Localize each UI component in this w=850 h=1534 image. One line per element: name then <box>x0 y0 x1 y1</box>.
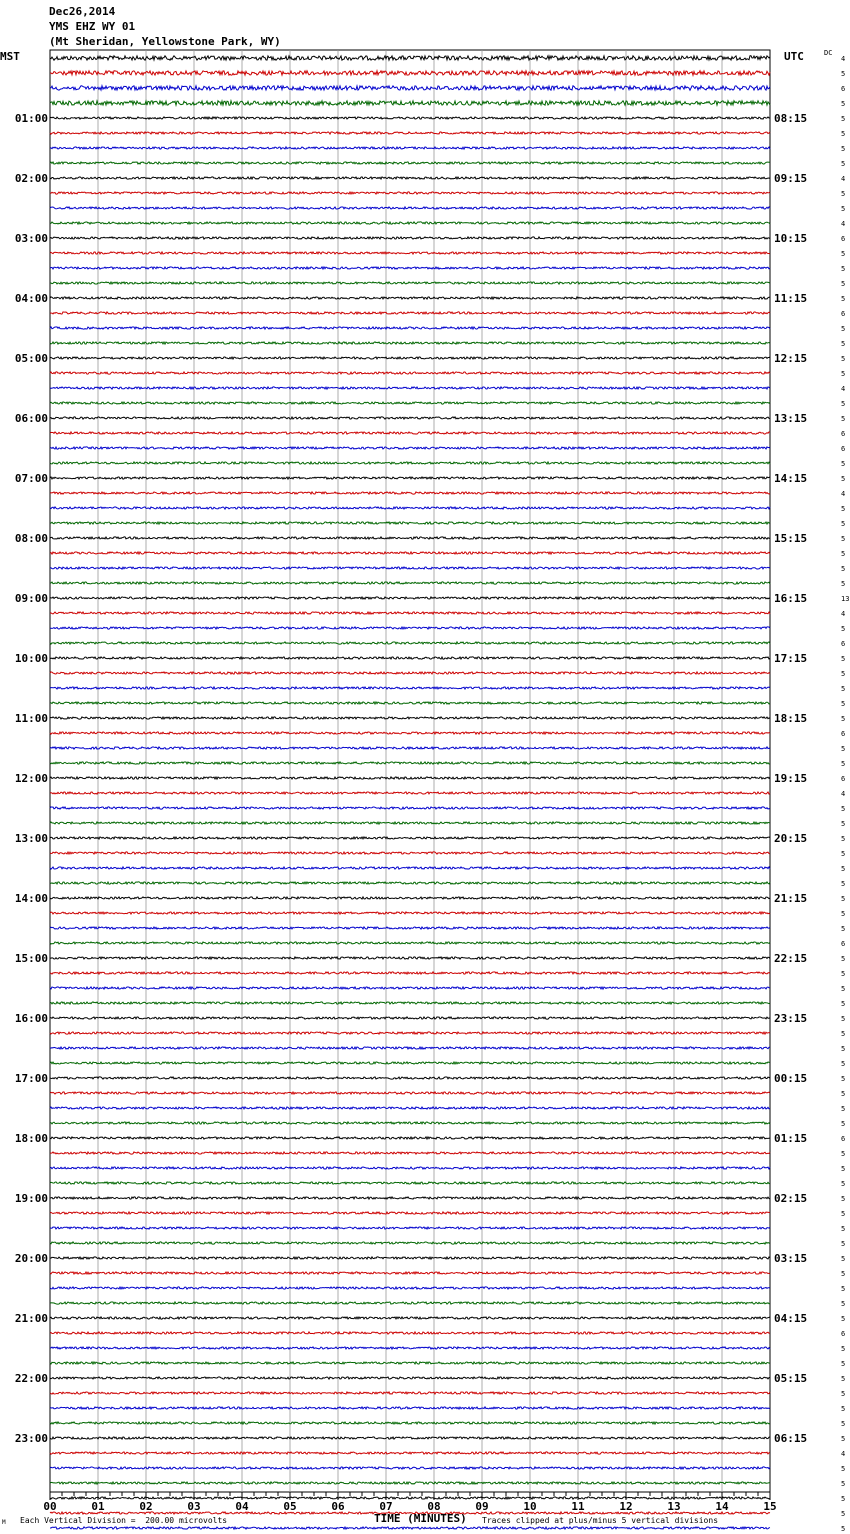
right-hour-label: 12:15 <box>774 352 808 365</box>
left-hour-label: 13:00 <box>14 832 48 845</box>
station-location: (Mt Sheridan, Yellowstone Park, WY) <box>49 35 281 48</box>
seismic-trace <box>50 357 770 359</box>
seismic-trace <box>50 1377 770 1379</box>
left-hour-label: 12:00 <box>14 772 48 785</box>
dc-offset-value: 4 <box>841 1450 846 1458</box>
seismic-trace <box>50 1107 770 1109</box>
left-hour-label: 01:00 <box>14 112 48 125</box>
dc-offset-value: 6 <box>841 310 846 318</box>
dc-offset-value: 5 <box>841 295 846 303</box>
seismic-trace <box>50 537 770 539</box>
seismic-trace <box>50 267 770 269</box>
dc-offset-value: 13 <box>841 595 850 603</box>
seismic-trace <box>50 1242 770 1244</box>
dc-offset-value: 5 <box>841 700 846 708</box>
dc-offset-value: 6 <box>841 85 846 93</box>
dc-offset-value: 5 <box>841 520 846 528</box>
dc-offset-value: 5 <box>841 1525 846 1533</box>
seismic-trace <box>50 1167 770 1169</box>
seismic-trace <box>50 942 770 944</box>
left-hour-label: 20:00 <box>14 1252 48 1265</box>
seismic-trace <box>50 1437 770 1439</box>
x-tick-label: 05 <box>283 1500 297 1513</box>
dc-offset-value: 4 <box>841 490 846 498</box>
dc-offset-value: 5 <box>841 625 846 633</box>
seismic-trace <box>50 147 770 149</box>
seismic-trace <box>50 447 770 449</box>
seismic-trace <box>50 432 770 434</box>
dc-offset-value: 6 <box>841 940 846 948</box>
seismic-trace <box>50 132 770 134</box>
dc-offset-value: 6 <box>841 775 846 783</box>
dc-offset-value: 5 <box>841 1090 846 1098</box>
seismic-trace <box>50 792 770 794</box>
seismic-trace <box>50 657 770 659</box>
seismic-trace <box>50 822 770 824</box>
dc-offset-value: 6 <box>841 730 846 738</box>
seismic-trace <box>50 477 770 479</box>
seismic-trace <box>50 71 770 75</box>
left-timezone-label: MST <box>0 50 20 63</box>
seismic-trace <box>50 1062 770 1064</box>
x-tick-label: 09 <box>475 1500 489 1513</box>
seismic-trace <box>50 492 770 494</box>
seismic-trace <box>50 117 770 119</box>
left-hour-label: 16:00 <box>14 1012 48 1025</box>
dc-offset-value: 5 <box>841 400 846 408</box>
dc-offset-value: 5 <box>841 70 846 78</box>
seismic-trace <box>50 1497 770 1499</box>
dc-offset-value: 5 <box>841 1000 846 1008</box>
left-hour-label: 15:00 <box>14 952 48 965</box>
seismic-trace <box>50 777 770 779</box>
left-hour-label: 17:00 <box>14 1072 48 1085</box>
seismic-trace <box>50 702 770 704</box>
dc-offset-value: 5 <box>841 820 846 828</box>
seismic-trace <box>50 1482 770 1484</box>
right-hour-label: 10:15 <box>774 232 808 245</box>
dc-offset-value: 5 <box>841 1030 846 1038</box>
seismic-trace <box>50 837 770 839</box>
left-hour-label: 08:00 <box>14 532 48 545</box>
dc-offset-value: 5 <box>841 580 846 588</box>
seismic-trace <box>50 86 770 90</box>
seismic-trace <box>50 1197 770 1199</box>
dc-offset-value: 5 <box>841 1165 846 1173</box>
seismic-trace <box>50 582 770 584</box>
left-hour-label: 04:00 <box>14 292 48 305</box>
right-hour-label: 02:15 <box>774 1192 808 1205</box>
dc-offset-value: 5 <box>841 265 846 273</box>
seismic-trace <box>50 1182 770 1184</box>
dc-offset-value: 5 <box>841 1225 846 1233</box>
dc-offset-value: 5 <box>841 1120 846 1128</box>
seismic-trace <box>50 1122 770 1124</box>
x-tick-label: 10 <box>523 1500 537 1513</box>
dc-offset-value: 5 <box>841 670 846 678</box>
dc-offset-value: 5 <box>841 1405 846 1413</box>
dc-offset-value: 4 <box>841 55 846 63</box>
dc-offset-value: 5 <box>841 910 846 918</box>
right-hour-label: 05:15 <box>774 1372 808 1385</box>
seismic-trace <box>50 1332 770 1334</box>
dc-offset-value: 5 <box>841 1240 846 1248</box>
dc-offset-value: 5 <box>841 970 846 978</box>
seismic-trace <box>50 1077 770 1079</box>
dc-offset-value: 5 <box>841 1435 846 1443</box>
dc-offset-value: 5 <box>841 1390 846 1398</box>
seismic-trace <box>50 327 770 329</box>
right-hour-label: 11:15 <box>774 292 808 305</box>
seismic-trace <box>50 1047 770 1049</box>
seismic-trace <box>50 222 770 224</box>
right-hour-label: 08:15 <box>774 112 808 125</box>
right-hour-label: 16:15 <box>774 592 808 605</box>
dc-offset-value: 4 <box>841 220 846 228</box>
x-tick-label: 04 <box>235 1500 249 1513</box>
seismic-trace <box>50 552 770 554</box>
seismic-trace <box>50 867 770 869</box>
dc-offset-value: 5 <box>841 550 846 558</box>
dc-offset-value: 5 <box>841 1060 846 1068</box>
left-hour-label: 11:00 <box>14 712 48 725</box>
dc-offset-value: 5 <box>841 1075 846 1083</box>
x-tick-label: 03 <box>187 1500 201 1513</box>
seismic-trace <box>50 672 770 674</box>
dc-offset-value: 5 <box>841 205 846 213</box>
seismic-trace <box>50 642 770 644</box>
seismic-trace <box>50 897 770 899</box>
left-hour-label: 09:00 <box>14 592 48 605</box>
left-hour-label: 23:00 <box>14 1432 48 1445</box>
dc-offset-value: 5 <box>841 535 846 543</box>
plot-frame <box>50 50 770 1492</box>
seismic-trace <box>50 1152 770 1154</box>
right-hour-label: 17:15 <box>774 652 808 665</box>
dc-offset-value: 5 <box>841 250 846 258</box>
x-tick-label: 00 <box>43 1500 57 1513</box>
left-hour-label: 02:00 <box>14 172 48 185</box>
dc-offset-value: 5 <box>841 895 846 903</box>
dc-offset-value: 6 <box>841 430 846 438</box>
seismic-trace <box>50 252 770 254</box>
left-hour-label: 07:00 <box>14 472 48 485</box>
left-hour-label: 19:00 <box>14 1192 48 1205</box>
dc-offset-value: 5 <box>841 1150 846 1158</box>
dc-offset-value: 6 <box>841 640 846 648</box>
dc-offset-value: 5 <box>841 1045 846 1053</box>
seismic-trace <box>50 237 770 239</box>
seismic-trace <box>50 1422 770 1424</box>
seismic-trace <box>50 1212 770 1214</box>
dc-offset-value: 5 <box>841 160 846 168</box>
seismic-trace <box>50 1272 770 1274</box>
dc-offset-value: 5 <box>841 1315 846 1323</box>
dc-offset-value: 5 <box>841 1420 846 1428</box>
seismic-trace <box>50 312 770 314</box>
seismic-trace <box>50 1452 770 1454</box>
seismic-trace <box>50 417 770 419</box>
dc-offset-value: 6 <box>841 1330 846 1338</box>
dc-offset-value: 5 <box>841 715 846 723</box>
dc-offset-value: 6 <box>841 1135 846 1143</box>
x-tick-label: 06 <box>331 1500 345 1513</box>
x-tick-label: 14 <box>715 1500 729 1513</box>
dc-offset-value: 5 <box>841 1270 846 1278</box>
dc-offset-value: 4 <box>841 610 846 618</box>
seismic-trace <box>50 972 770 974</box>
x-tick-label: 12 <box>619 1500 633 1513</box>
seismic-trace <box>50 282 770 284</box>
seismic-trace <box>50 1302 770 1304</box>
seismic-trace <box>50 927 770 929</box>
dc-offset-value: 5 <box>841 1360 846 1368</box>
seismic-trace <box>50 1317 770 1319</box>
seismic-trace <box>50 56 770 60</box>
seismic-trace <box>50 1227 770 1229</box>
right-hour-label: 13:15 <box>774 412 808 425</box>
dc-offset-value: 5 <box>841 835 846 843</box>
dc-offset-value: 5 <box>841 1300 846 1308</box>
seismic-trace <box>50 1287 770 1289</box>
dc-offset-value: 5 <box>841 415 846 423</box>
x-tick-label: 01 <box>91 1500 105 1513</box>
dc-offset-value: 4 <box>841 175 846 183</box>
seismic-trace <box>50 1407 770 1409</box>
dc-offset-value: 5 <box>841 1495 846 1503</box>
seismic-trace <box>50 177 770 179</box>
dc-offset-value: 5 <box>841 370 846 378</box>
seismic-trace <box>50 957 770 959</box>
seismic-trace <box>50 1467 770 1469</box>
x-axis-title: TIME (MINUTES) <box>374 1512 467 1525</box>
seismic-trace <box>50 612 770 614</box>
seismic-trace <box>50 1092 770 1094</box>
seismic-trace <box>50 522 770 524</box>
dc-offset-value: 5 <box>841 745 846 753</box>
seismic-trace <box>50 747 770 749</box>
seismic-trace <box>50 882 770 884</box>
corner-mark: M <box>2 1519 6 1526</box>
dc-offset-value: 5 <box>841 805 846 813</box>
dc-offset-value: 5 <box>841 865 846 873</box>
dc-offset-value: 4 <box>841 385 846 393</box>
seismic-trace <box>50 852 770 854</box>
dc-offset-value: 5 <box>841 1465 846 1473</box>
seismic-trace <box>50 297 770 299</box>
dc-offset-value: 5 <box>841 985 846 993</box>
right-hour-label: 23:15 <box>774 1012 808 1025</box>
seismic-trace <box>50 402 770 404</box>
dc-offset-value: 5 <box>841 685 846 693</box>
x-tick-label: 07 <box>379 1500 393 1513</box>
right-hour-label: 18:15 <box>774 712 808 725</box>
x-tick-label: 02 <box>139 1500 153 1513</box>
seismic-trace <box>50 912 770 914</box>
dc-offset-value: 5 <box>841 1345 846 1353</box>
seismic-trace <box>50 507 770 509</box>
right-hour-label: 09:15 <box>774 172 808 185</box>
seismic-trace <box>50 342 770 344</box>
seismic-trace <box>50 567 770 569</box>
dc-offset-value: 5 <box>841 880 846 888</box>
seismic-trace <box>50 762 770 764</box>
left-hour-label: 10:00 <box>14 652 48 665</box>
dc-offset-value: 5 <box>841 1510 846 1518</box>
seismic-trace <box>50 597 770 599</box>
seismic-trace <box>50 987 770 989</box>
dc-offset-value: 5 <box>841 1180 846 1188</box>
right-hour-label: 22:15 <box>774 952 808 965</box>
dc-offset-value: 5 <box>841 955 846 963</box>
seismic-trace <box>50 687 770 689</box>
seismic-trace <box>50 462 770 464</box>
dc-offset-value: 5 <box>841 565 846 573</box>
x-tick-label: 08 <box>427 1500 441 1513</box>
dc-offset-value: 5 <box>841 460 846 468</box>
dc-offset-header: DC <box>824 49 833 57</box>
seismic-trace <box>50 1527 770 1529</box>
right-hour-label: 21:15 <box>774 892 808 905</box>
left-hour-label: 21:00 <box>14 1312 48 1325</box>
dc-offset-value: 6 <box>841 235 846 243</box>
dc-offset-value: 5 <box>841 655 846 663</box>
seismic-trace <box>50 372 770 374</box>
station-code: YMS EHZ WY 01 <box>49 20 136 33</box>
left-hour-label: 22:00 <box>14 1372 48 1385</box>
dc-offset-value: 5 <box>841 1195 846 1203</box>
dc-offset-value: 5 <box>841 340 846 348</box>
seismic-trace <box>50 1347 770 1349</box>
right-hour-label: 19:15 <box>774 772 808 785</box>
right-hour-label: 04:15 <box>774 1312 808 1325</box>
vertical-scale-note: Each Vertical Division = 200.00 microvolts <box>20 1516 228 1525</box>
left-hour-label: 05:00 <box>14 352 48 365</box>
dc-offset-value: 5 <box>841 355 846 363</box>
x-tick-label: 15 <box>763 1500 777 1513</box>
dc-offset-value: 5 <box>841 925 846 933</box>
dc-offset-value: 5 <box>841 1255 846 1263</box>
right-hour-label: 03:15 <box>774 1252 808 1265</box>
dc-offset-value: 5 <box>841 100 846 108</box>
seismic-trace <box>50 1392 770 1394</box>
seismic-trace <box>50 1032 770 1034</box>
right-hour-label: 01:15 <box>774 1132 808 1145</box>
seismic-trace <box>50 1017 770 1019</box>
dc-offset-value: 5 <box>841 1015 846 1023</box>
dc-offset-value: 5 <box>841 1285 846 1293</box>
seismic-trace <box>50 1362 770 1364</box>
dc-offset-value: 4 <box>841 790 846 798</box>
right-hour-label: 00:15 <box>774 1072 808 1085</box>
dc-offset-value: 5 <box>841 190 846 198</box>
dc-offset-value: 5 <box>841 280 846 288</box>
seismic-trace <box>50 717 770 719</box>
right-hour-label: 14:15 <box>774 472 808 485</box>
right-hour-label: 20:15 <box>774 832 808 845</box>
seismic-trace <box>50 1137 770 1139</box>
dc-offset-value: 6 <box>841 445 846 453</box>
dc-offset-value: 5 <box>841 115 846 123</box>
dc-offset-value: 5 <box>841 475 846 483</box>
dc-offset-value: 5 <box>841 325 846 333</box>
left-hour-label: 18:00 <box>14 1132 48 1145</box>
dc-offset-value: 5 <box>841 1210 846 1218</box>
dc-offset-value: 5 <box>841 145 846 153</box>
dc-offset-value: 5 <box>841 1480 846 1488</box>
right-hour-label: 06:15 <box>774 1432 808 1445</box>
seismic-trace <box>50 1257 770 1259</box>
seismic-trace <box>50 162 770 164</box>
dc-offset-value: 5 <box>841 1375 846 1383</box>
dc-offset-value: 5 <box>841 505 846 513</box>
dc-offset-value: 5 <box>841 850 846 858</box>
clipping-note: Traces clipped at plus/minus 5 vertical divisions <box>482 1516 719 1525</box>
record-date: Dec26,2014 <box>49 5 116 18</box>
seismic-trace <box>50 101 770 105</box>
right-timezone-label: UTC <box>784 50 804 63</box>
x-tick-label: 13 <box>667 1500 681 1513</box>
left-hour-label: 06:00 <box>14 412 48 425</box>
dc-offset-value: 5 <box>841 130 846 138</box>
seismic-trace <box>50 387 770 389</box>
dc-offset-value: 5 <box>841 1105 846 1113</box>
seismic-trace <box>50 192 770 194</box>
right-hour-label: 15:15 <box>774 532 808 545</box>
seismic-trace <box>50 732 770 734</box>
dc-offset-value: 5 <box>841 760 846 768</box>
seismic-trace <box>50 207 770 209</box>
x-tick-label: 11 <box>571 1500 585 1513</box>
left-hour-label: 14:00 <box>14 892 48 905</box>
seismic-trace <box>50 807 770 809</box>
left-hour-label: 03:00 <box>14 232 48 245</box>
seismic-trace <box>50 1002 770 1004</box>
seismic-trace <box>50 627 770 629</box>
